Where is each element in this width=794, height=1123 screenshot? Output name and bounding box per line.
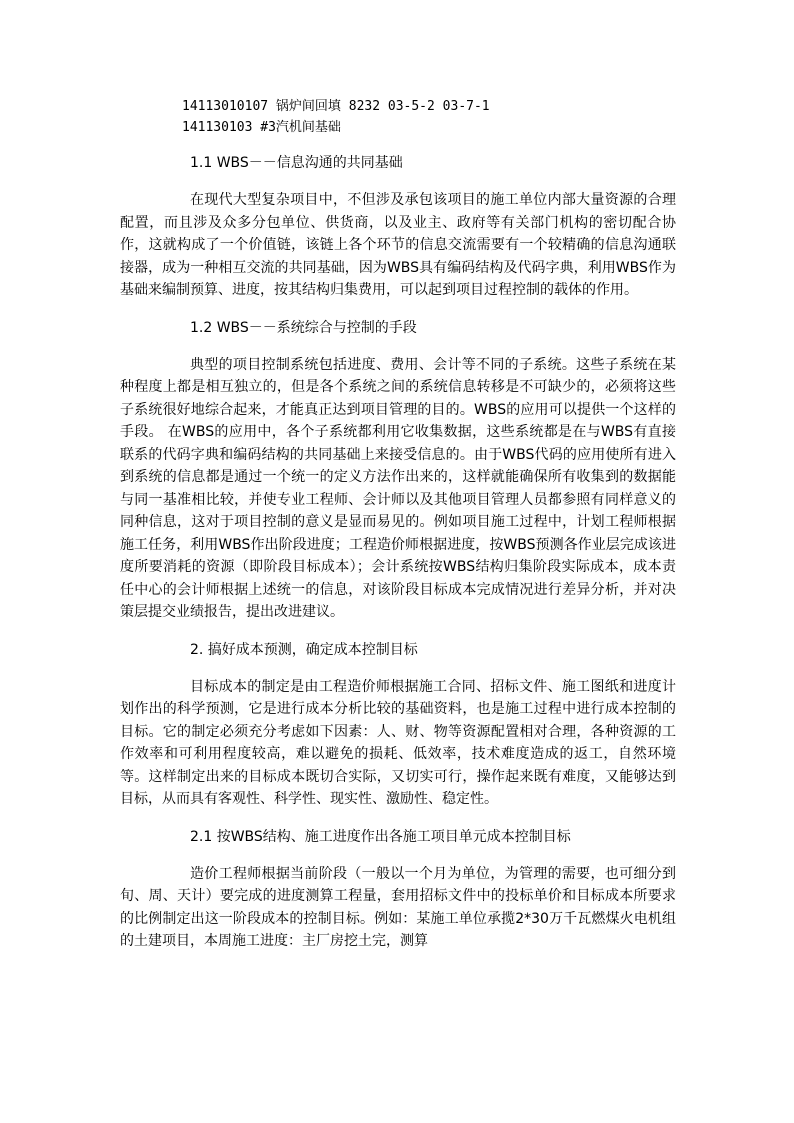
section-paragraph: 目标成本的制定是由工程造价师根据施工合同、招标文件、施工图纸和进度计划作出的科学预测，它是进行成本分析比较的基础资料，也是施工过程中进行成本控制的目标。它的制定必须充分考虑如下因素：人、财、物等资源配置相对合理，各种资源的工作效率和可利用程度较高，难以避免的损耗、低效率，技术难度造成的返工，自然环境等。这样制定出来的目标成本既切合实际，又切实可行，操作起来既有难度，又能够达到目标，从而具有客观性、科学性、现实性、激励性、稳定性。 xyxy=(120,678,676,807)
section-heading: 1.1 WBS－－信息沟通的共同基础 xyxy=(190,155,403,171)
section-paragraph: 典型的项目控制系统包括进度、费用、会计等不同的子系统。这些子系统在某种程度上都是相互独立的，但是各个系统之间的系统信息转移是不可缺少的，必须将这些子系统很好地综合起来，才能真正达到项目管理的目的。WBS的应用可以提供一个这样的手段。 在WBS的应用中，各个子系统都利用它收集数据，这些系统都是在与WBS有直接联系的代码字典和编码结构的共同基础上来接受信息的。由于WBS代码的应用使所有进入到系统的信息都是通过一个统一的定义方法作出来的，这样就能确保所有收集到的数据能与同一基准相比较，并使专业工程师、会计师以及其他项目管理人员都参照有同样意义的同种信息，这对于项目控制的意义是显而易见的。例如项目施工过程中，计划工程师根据施工任务，利用WBS作出阶段进度；工程造价师根据进度，按WBS预测各作业层完成该进度所要消耗的资源（即阶段目标成本）；会计系统按WBS结构归集阶段实际成本，成本责任中心的会计师根据上述统一的信息，对该阶段目标成本完成情况进行差异分析，并对决策层提交业绩报告，提出改进建议。 xyxy=(120,356,676,620)
section-paragraph: 在现代大型复杂项目中，不但涉及承包该项目的施工单位内部大量资源的合理配置，而且涉及众多分包单位、供货商，以及业主、政府等有关部门机构的密切配合协作，这就构成了一个价值链，该链上各个环节的信息交流需要有一个较精确的信息沟通联接器，成为一种相互交流的共同基础，因为WBS具有编码结构及代码字典，利用WBS作为基础来编制预算、进度，按其结构归集费用，可以起到项目过程控制的载体的作用。 xyxy=(120,192,676,298)
code-line: 141130103 #3汽机间基础 xyxy=(182,120,341,135)
section-paragraph: 造价工程师根据当前阶段（一般以一个月为单位，为管理的需要，也可细分到旬、周、天计）要完成的进度测算工程量，套用招标文件中的投标单价和目标成本所要求的比例制定出这一阶段成本的控制目标。例如：某施工单位承揽2*30万千瓦燃煤火电机组的土建项目，本周施工进度：主厂房挖土完，测算 xyxy=(120,865,676,949)
code-line: 14113010107 锅炉间回填 8232 03-5-2 03-7-1 xyxy=(182,99,490,114)
section-heading: 2.1 按WBS结构、施工进度作出各施工项目单元成本控制目标 xyxy=(190,828,571,845)
section-heading: 1.2 WBS－－系统综合与控制的手段 xyxy=(190,319,417,336)
document-page xyxy=(120,96,676,968)
section-heading: 2. 搞好成本预测，确定成本控制目标 xyxy=(190,641,418,658)
